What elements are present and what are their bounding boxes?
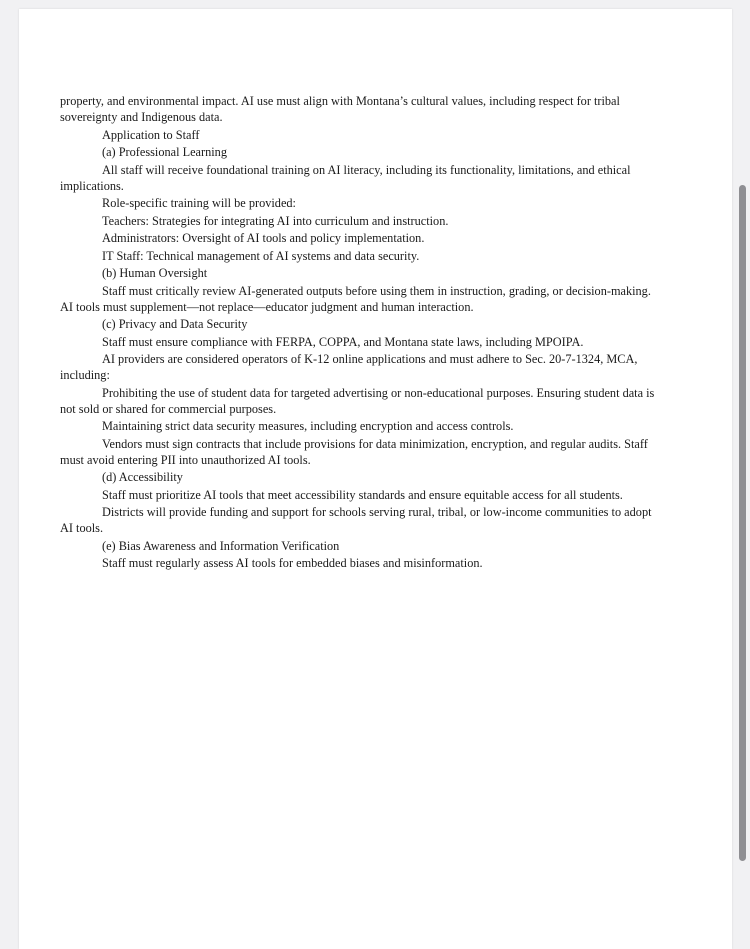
paragraph: Staff must regularly assess AI tools for embedded biases and misinformation.	[102, 556, 483, 570]
section-heading: Application to Staff	[102, 127, 200, 142]
document-page	[19, 9, 732, 949]
list-item: Administrators: Oversight of AI tools and policy implementation.	[102, 231, 425, 245]
paragraph: Staff must prioritize AI tools that meet accessibility standards and ensure equitable access for all students.	[102, 487, 623, 502]
paragraph: Maintaining strict data security measures, including encryption and access controls.	[102, 419, 514, 433]
subsection-heading: (a) Professional Learning	[102, 145, 227, 159]
subsection-heading: (d) Accessibility	[102, 470, 183, 484]
subsection-heading: (e) Bias Awareness and Information Verification	[102, 538, 340, 553]
paragraph: All staff will receive foundational training on AI literacy, including its functionality, limitations, and ethical implications.	[60, 162, 631, 193]
paragraph: Staff must ensure compliance with FERPA, COPPA, and Montana state laws, including MPOIPA.	[102, 334, 584, 349]
subsection-heading: (b) Human Oversight	[102, 266, 208, 280]
subsection-heading: (c) Privacy and Data Security	[102, 317, 248, 331]
scrollbar-thumb[interactable]	[739, 185, 746, 861]
paragraph: Districts will provide funding and support for schools serving rural, tribal, or low-income communities to adopt AI tools.	[60, 505, 652, 535]
paragraph: property, and environmental impact. AI use must align with Montana’s cultural values, including respect for tribal sovereignty and Indigenous data.	[60, 94, 620, 124]
list-item: Teachers: Strategies for integrating AI into curriculum and instruction.	[102, 213, 449, 228]
list-item: IT Staff: Technical management of AI systems and data security.	[102, 248, 420, 263]
paragraph: AI providers are considered operators of K-12 online applications and must adhere to Sec. 20-7-1324, MCA, including:	[60, 352, 638, 382]
paragraph: Prohibiting the use of student data for targeted advertising or non-educational purposes. Ensuring student data is not sold or shared for commercial purposes.	[60, 385, 655, 416]
document-body	[60, 93, 660, 573]
scrollbar[interactable]	[739, 185, 746, 861]
paragraph: Staff must critically review AI-generated outputs before using them in instruction, grading, or decision-making. AI tools must supplement—not replace—educator judgment and human interaction.	[60, 283, 651, 314]
paragraph: Role-specific training will be provided:	[102, 196, 296, 210]
paragraph: Vendors must sign contracts that include provisions for data minimization, encryption, and regular audits. Staff must avoid entering PII into unauthorized AI tools.	[60, 436, 648, 467]
